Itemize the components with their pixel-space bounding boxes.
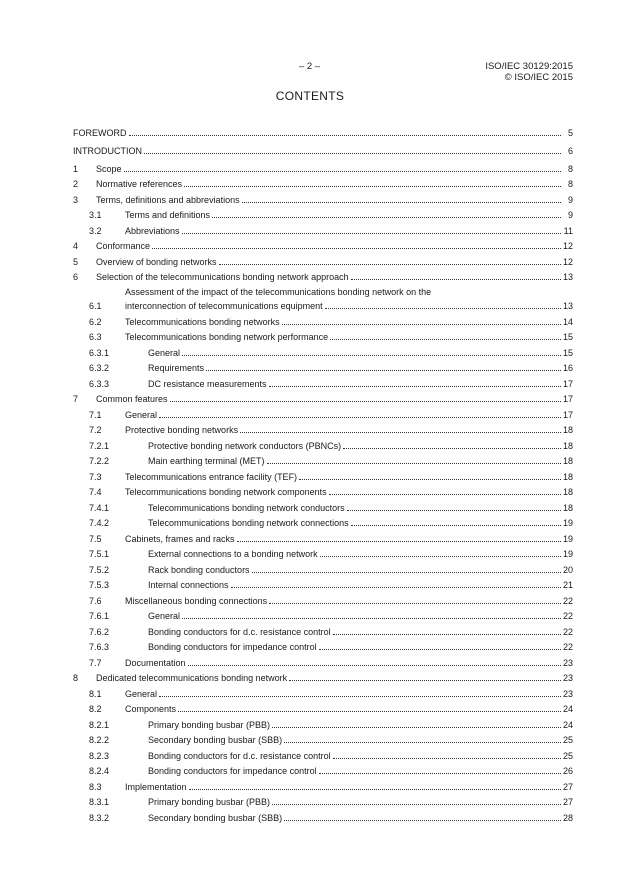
- toc-entry-title: Dedicated telecommunications bonding network: [96, 673, 288, 683]
- toc-entry-number: 3.1: [89, 210, 102, 220]
- toc-entry[interactable]: [73, 327, 573, 343]
- toc-entry-page: 22: [562, 626, 573, 637]
- toc-entry[interactable]: [73, 282, 573, 311]
- toc-entry[interactable]: [73, 528, 573, 544]
- toc-entry-title: Secondary bonding busbar (SBB): [148, 812, 283, 823]
- dot-leader: [219, 264, 561, 265]
- toc-entry-title: Assessment of the impact of the telecommunications bonding network on the: [125, 287, 432, 297]
- toc-entry-number: 8.1: [89, 688, 102, 699]
- toc-entry[interactable]: [73, 683, 573, 699]
- toc-entry-number: 7.5.3: [89, 580, 110, 590]
- toc-entry-title-continued: interconnection of telecommunications equipment: [125, 301, 323, 311]
- toc-entry-title: Protective bonding networks: [125, 425, 239, 435]
- toc-entry[interactable]: [73, 544, 573, 560]
- toc-entry-number: 7.6.2: [89, 626, 110, 637]
- toc-entry-page: 8: [567, 163, 573, 174]
- dot-leader: [351, 525, 561, 526]
- toc-entry-page: 20: [562, 564, 573, 575]
- toc-entry-number: 7.6.3: [89, 642, 110, 652]
- toc-entry-page: 18: [562, 502, 573, 513]
- toc-entry-title: Bonding conductors for d.c. resistance control: [148, 750, 331, 761]
- toc-entry-number: 8.3.1: [89, 797, 110, 807]
- dot-leader: [212, 217, 561, 218]
- toc-entry-title: Selection of the telecommunications bonding network approach: [96, 272, 349, 282]
- toc-entry-title: Internal connections: [148, 580, 229, 590]
- dot-leader: [272, 727, 561, 728]
- dot-leader: [159, 696, 561, 697]
- toc-entry-number: 7.1: [89, 409, 102, 420]
- dot-leader: [325, 308, 561, 309]
- toc-entry-number: 7.5.2: [89, 564, 110, 575]
- toc-entry-title: Protective bonding network conductors (PBNCs): [148, 440, 342, 451]
- toc-entry-title: General: [125, 409, 158, 420]
- toc-entry-page: 16: [562, 363, 573, 373]
- toc-entry-page: 22: [562, 611, 573, 621]
- toc-entry-number: 7.3: [89, 471, 102, 482]
- dot-leader: [284, 742, 561, 743]
- toc-entry-page: 5: [567, 127, 573, 138]
- toc-entry[interactable]: [73, 482, 573, 498]
- toc-entry[interactable]: [73, 668, 573, 684]
- toc-entry-page: 25: [562, 735, 573, 745]
- toc-entry-number: 6: [73, 272, 79, 282]
- toc-entry-number: 8.2: [89, 704, 102, 714]
- dot-leader: [144, 153, 561, 154]
- toc-entry-page: 24: [562, 704, 573, 714]
- toc-entry-title: DC resistance measurements: [148, 378, 267, 389]
- toc-entry-number: 8.3: [89, 781, 102, 792]
- toc-entry-title: Terms and definitions: [125, 210, 211, 220]
- page-number: – 2 –: [299, 61, 321, 72]
- toc-entry-title: Bonding conductors for impedance control: [148, 766, 317, 776]
- dot-leader: [124, 171, 561, 172]
- dot-leader: [189, 789, 561, 790]
- dot-leader: [182, 355, 561, 356]
- dot-leader: [159, 417, 561, 418]
- toc-entry-number: 2: [73, 179, 79, 189]
- toc-entry[interactable]: [73, 122, 573, 138]
- toc-entry-page: 13: [562, 301, 573, 311]
- toc-entry-page: 9: [567, 210, 573, 220]
- toc-entry[interactable]: [73, 389, 573, 405]
- toc-entry-page: 19: [562, 549, 573, 559]
- toc-entry[interactable]: [73, 652, 573, 668]
- toc-entry-title: Telecommunications entrance facility (TEF): [125, 471, 298, 482]
- toc-entry-title: Implementation: [125, 781, 187, 792]
- toc-entry-title: INTRODUCTION: [73, 145, 142, 156]
- toc-entry-title: General: [148, 611, 181, 621]
- dot-leader: [184, 186, 561, 187]
- toc-entry-number: 6.3.1: [89, 347, 110, 358]
- toc-entry-title: Main earthing terminal (MET): [148, 456, 265, 466]
- toc-entry-page: 23: [562, 673, 573, 683]
- toc-entry[interactable]: [73, 497, 573, 513]
- dot-leader: [289, 680, 561, 681]
- dot-leader: [269, 603, 561, 604]
- dot-leader: [178, 711, 561, 712]
- toc-entry-page: 28: [562, 812, 573, 823]
- toc-entry-number: 8: [73, 673, 79, 683]
- toc-entry-title: Components: [125, 704, 177, 714]
- toc-entry-page: 12: [562, 256, 573, 267]
- page-title: CONTENTS: [275, 89, 345, 103]
- toc-entry-title: General: [148, 347, 181, 358]
- toc-entry-title: Primary bonding busbar (PBB): [148, 719, 271, 730]
- toc-entry-number: 7.5: [89, 533, 102, 544]
- dot-leader: [129, 135, 562, 136]
- toc-entry-title: Cabinets, frames and racks: [125, 533, 235, 544]
- toc-entry[interactable]: [73, 590, 573, 606]
- toc-entry-page: 9: [567, 194, 573, 205]
- toc-entry-page: 17: [562, 378, 573, 389]
- dot-leader: [188, 665, 561, 666]
- dot-leader: [343, 448, 561, 449]
- toc-entry-title: Telecommunications bonding networks: [125, 316, 280, 327]
- dot-leader: [347, 510, 561, 511]
- dot-leader: [206, 370, 561, 371]
- toc-entry-page: 11: [563, 225, 573, 236]
- dot-leader: [182, 618, 561, 619]
- toc-entry-title: Primary bonding busbar (PBB): [148, 797, 271, 807]
- toc-entry[interactable]: [73, 156, 573, 174]
- toc-entry-page: 14: [562, 316, 573, 327]
- toc-entry-number: 8.2.3: [89, 750, 110, 761]
- toc-entry-title: External connections to a bonding network: [148, 549, 318, 559]
- toc-entry-title: Telecommunications bonding network performance: [125, 332, 329, 342]
- toc-entry-title: Telecommunications bonding network components: [125, 487, 327, 497]
- toc-entry-title: Common features: [96, 394, 168, 404]
- toc-entry-page: 6: [567, 145, 573, 156]
- toc-entry-title: General: [125, 688, 158, 699]
- toc-entry[interactable]: [73, 404, 573, 420]
- toc-entry-number: 1: [73, 163, 79, 174]
- toc-entry[interactable]: [73, 189, 573, 205]
- toc-entry-number: 8.2.2: [89, 735, 110, 745]
- toc-entry[interactable]: [73, 435, 573, 451]
- toc-entry[interactable]: [73, 251, 573, 267]
- dot-leader: [152, 248, 561, 249]
- toc-entry-title: Requirements: [148, 363, 205, 373]
- toc-entry-number: 7.2.1: [89, 440, 110, 451]
- dot-leader: [231, 587, 561, 588]
- toc-entry-title: Overview of bonding networks: [96, 256, 217, 267]
- toc-entry[interactable]: [73, 236, 573, 252]
- toc-entry-title: Secondary bonding busbar (SBB): [148, 735, 283, 745]
- toc-entry[interactable]: [73, 761, 573, 777]
- toc-entry[interactable]: [73, 174, 573, 190]
- toc-entry[interactable]: [73, 373, 573, 389]
- dot-leader: [170, 401, 561, 402]
- toc-entry-title: Miscellaneous bonding connections: [125, 595, 268, 606]
- dot-leader: [319, 773, 561, 774]
- toc-entry-page: 27: [562, 797, 573, 807]
- dot-leader: [351, 279, 561, 280]
- toc-entry[interactable]: [73, 792, 573, 808]
- toc-entry-page: 26: [562, 766, 573, 776]
- toc-entry-page: 25: [562, 750, 573, 761]
- toc-entry-number: 7.4: [89, 487, 102, 497]
- toc-entry-page: 15: [562, 347, 573, 358]
- dot-leader: [284, 820, 561, 821]
- toc-entry-line-1: [125, 287, 573, 301]
- dot-leader: [333, 634, 561, 635]
- copyright: © ISO/IEC 2015: [504, 72, 573, 83]
- toc-entry[interactable]: [73, 699, 573, 715]
- toc-entry-page: 27: [562, 781, 573, 792]
- toc-entry-number: 7.7: [89, 657, 102, 668]
- toc-entry[interactable]: [73, 311, 573, 327]
- dot-leader: [282, 324, 561, 325]
- toc-entry-number: 7.2: [89, 425, 102, 435]
- dot-leader: [329, 494, 561, 495]
- toc-entry-page: 17: [562, 394, 573, 404]
- toc-entry-number: 8.3.2: [89, 812, 110, 823]
- toc-entry-page: 23: [562, 688, 573, 699]
- toc-entry-number: 7.6: [89, 595, 102, 606]
- toc-entry-title: Bonding conductors for impedance control: [148, 642, 317, 652]
- table-of-contents: [73, 122, 573, 823]
- toc-entry-body: [125, 287, 573, 311]
- dot-leader: [182, 233, 561, 234]
- toc-entry-title: Documentation: [125, 657, 186, 668]
- toc-entry-number: 3: [73, 194, 79, 205]
- toc-entry-page: 17: [562, 409, 573, 420]
- toc-entry-title: Bonding conductors for d.c. resistance control: [148, 626, 331, 637]
- toc-entry-number: 6.1: [89, 301, 102, 311]
- toc-entry-page: 19: [562, 533, 573, 544]
- toc-entry[interactable]: [73, 745, 573, 761]
- toc-entry[interactable]: [73, 776, 573, 792]
- toc-entry-number: 7.5.1: [89, 549, 110, 559]
- toc-entry-page: 21: [562, 580, 573, 590]
- dot-leader: [269, 386, 561, 387]
- document-header: [485, 61, 573, 83]
- toc-entry-page: 22: [562, 642, 573, 652]
- toc-entry-title: FOREWORD: [73, 127, 127, 138]
- toc-entry[interactable]: [73, 358, 573, 374]
- toc-entry-page: 18: [562, 456, 573, 466]
- toc-entry-page: 18: [562, 425, 573, 435]
- toc-entry[interactable]: [73, 575, 573, 591]
- toc-entry[interactable]: [73, 466, 573, 482]
- toc-entry-page: 23: [562, 657, 573, 668]
- toc-entry-title: Telecommunications bonding network conductors: [148, 502, 345, 513]
- toc-entry-title: Telecommunications bonding network connections: [148, 518, 349, 528]
- toc-entry[interactable]: [73, 138, 573, 156]
- toc-entry-number: 7: [73, 394, 79, 404]
- toc-entry-page: 19: [562, 518, 573, 528]
- dot-leader: [242, 202, 561, 203]
- toc-entry[interactable]: [73, 420, 573, 436]
- toc-entry-number: 4: [73, 241, 79, 251]
- toc-entry-number: 3.2: [89, 225, 102, 236]
- toc-entry-page: 18: [562, 487, 573, 497]
- toc-entry-page: 22: [562, 595, 573, 606]
- dot-leader: [319, 649, 561, 650]
- toc-entry-page: 12: [562, 241, 573, 251]
- toc-entry-number: 6.3: [89, 332, 102, 342]
- toc-entry-number: 7.6.1: [89, 611, 110, 621]
- toc-entry-page: 15: [562, 332, 573, 342]
- toc-entry[interactable]: [73, 730, 573, 746]
- dot-leader: [252, 572, 561, 573]
- toc-entry-page: 13: [562, 272, 573, 282]
- dot-leader: [299, 479, 561, 480]
- toc-entry-number: 8.2.1: [89, 719, 110, 730]
- dot-leader: [330, 339, 561, 340]
- toc-entry-line-2: [125, 301, 573, 311]
- toc-entry[interactable]: [73, 714, 573, 730]
- toc-entry[interactable]: [73, 220, 573, 236]
- dot-leader: [267, 463, 561, 464]
- toc-entry-number: 7.4.1: [89, 502, 110, 513]
- toc-entry[interactable]: [73, 205, 573, 221]
- dot-leader: [240, 432, 561, 433]
- toc-entry[interactable]: [73, 807, 573, 823]
- toc-entry[interactable]: [73, 267, 573, 283]
- toc-entry-page: 8: [567, 179, 573, 189]
- toc-entry[interactable]: [73, 451, 573, 467]
- toc-entry[interactable]: [73, 637, 573, 653]
- toc-entry-number: 7.4.2: [89, 518, 110, 528]
- toc-entry-title: Abbreviations: [125, 225, 180, 236]
- toc-entry-title: Terms, definitions and abbreviations: [96, 194, 240, 205]
- toc-entry[interactable]: [73, 621, 573, 637]
- toc-entry[interactable]: [73, 606, 573, 622]
- toc-entry-number: 7.2.2: [89, 456, 110, 466]
- toc-entry-number: 5: [73, 256, 79, 267]
- toc-entry-title: Scope: [96, 163, 122, 174]
- toc-entry-page: 18: [562, 471, 573, 482]
- toc-entry-page: 24: [562, 719, 573, 730]
- toc-entry-title: Normative references: [96, 179, 183, 189]
- dot-leader: [333, 758, 561, 759]
- dot-leader: [272, 804, 561, 805]
- toc-entry-number: 6.2: [89, 316, 102, 327]
- toc-entry-number: 8.2.4: [89, 766, 110, 776]
- document-id: ISO/IEC 30129:2015: [485, 61, 573, 72]
- dot-leader: [320, 556, 561, 557]
- toc-entry[interactable]: [73, 513, 573, 529]
- toc-entry-number: 6.3.2: [89, 363, 110, 373]
- toc-entry-title-block: [125, 287, 573, 311]
- toc-entry[interactable]: [73, 342, 573, 358]
- toc-entry-title: Rack bonding conductors: [148, 564, 250, 575]
- toc-entry[interactable]: [73, 559, 573, 575]
- dot-leader: [237, 541, 561, 542]
- toc-entry-number: 6.3.3: [89, 378, 110, 389]
- toc-entry-title: Conformance: [96, 241, 151, 251]
- toc-entry-page: 18: [562, 440, 573, 451]
